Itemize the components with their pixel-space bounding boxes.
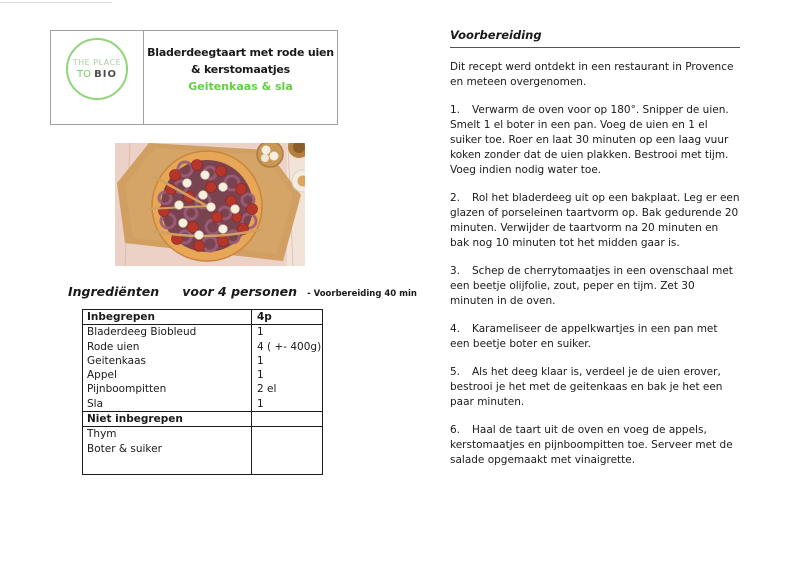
ingredient-qty: 2 el (257, 383, 277, 396)
preparation-heading: Voorbereiding (450, 28, 740, 48)
step-text: Karameliseer de appelkwartjes in een pan met een beetje boter en suiker. (450, 323, 718, 350)
step-number: 4. (450, 323, 461, 335)
prep-step-2 (450, 191, 740, 251)
step-number: 5. (450, 366, 461, 378)
prep-step-1 (450, 103, 740, 178)
recipe-title-line1: Bladerdeegtaart met rode uien (147, 46, 334, 59)
ingredient-name: Geitenkaas (87, 354, 146, 367)
step-text: Rol het bladerdeeg uit op een bakplaat. Leg er een glazen of porseleinen taartvorm op. Bak gedurende 20 minuten. Verwijder de taartvorm na 20 minuten en bak nog 10 minuten tot het midden gaar is. (450, 192, 740, 249)
ingredients-table (82, 309, 323, 475)
recipe-header-box (50, 30, 338, 125)
step-number: 3. (450, 265, 461, 277)
prep-step-3 (450, 264, 740, 309)
servings-label: voor 4 personen (182, 284, 297, 299)
excluded-header-label: Niet inbegrepen (87, 413, 183, 426)
preparation-column (450, 28, 740, 468)
ingredient-qty: 1 (257, 354, 264, 367)
included-header-qty: 4p (257, 311, 272, 323)
excluded-header-qty (257, 412, 322, 426)
logo-text-to: TO (76, 69, 91, 80)
ingredient-qty: 1 (257, 369, 264, 382)
recipe-photo (115, 143, 305, 266)
title-cell (144, 31, 337, 124)
included-rows (83, 325, 322, 411)
step-text: Als het deeg klaar is, verdeel je de uien erover, bestrooi je het met de geitenkaas en bak je het een paar minuten. (450, 366, 723, 408)
logo-cell (51, 31, 144, 124)
ingredient-name: Rode uien (87, 340, 140, 353)
ingredient-name: Pijnboompitten (87, 383, 167, 396)
step-number: 6. (450, 424, 461, 436)
step-text: Verwarm de oven voor op 180°. Snipper de uien. Smelt 1 el boter in een pan. Voeg de uien en 1 el suiker toe. Roer en laat 30 minuten op een laag vuur koken zonder dat de uien plakken. Bestrooi met tijm. Voeg indien nodig water toe. (450, 104, 729, 176)
prep-step-5 (450, 365, 740, 410)
ingredient-name: Thym (87, 428, 117, 441)
step-text: Haal de taart uit de oven en voeg de appels, kerstomaatjes en pijnboompitten toe. Serveer met de salade opgemaakt met vinaigrette. (450, 424, 733, 466)
ingredient-qty: 1 (257, 326, 264, 339)
scan-artifact-line (0, 2, 112, 3)
recipe-subtitle: Geitenkaas & sla (188, 80, 293, 93)
included-header-label: Inbegrepen (87, 311, 155, 323)
ingredients-caption (68, 281, 417, 300)
included-header-row (83, 310, 322, 325)
ingredient-name: Bladerdeeg Biobleud (87, 326, 197, 339)
ingredient-qty: 4 ( +- 400g) (257, 340, 322, 353)
tart-photo-illustration (115, 143, 305, 266)
logo-text-bottom (77, 69, 117, 80)
prep-time-label: - Voorbereiding 40 min (307, 289, 417, 299)
step-number: 2. (450, 192, 461, 204)
prep-step-6 (450, 423, 740, 468)
the-place-to-bio-logo (66, 38, 128, 100)
excluded-rows (83, 427, 322, 474)
ingredient-qty: 1 (257, 397, 264, 410)
ingredients-heading: Ingrediënten (68, 284, 160, 299)
step-number: 1. (450, 104, 461, 116)
logo-text-top: THE PLACE (72, 58, 122, 67)
recipe-title-line2: & kerstomaatjes (190, 63, 291, 76)
step-text: Schep de cherrytomaatjes in een ovenschaal met een beetje olijfolie, zout, peper en tijm. Zet 30 minuten in de oven. (450, 265, 733, 307)
prep-step-4 (450, 322, 740, 352)
ingredient-name: Sla (87, 397, 104, 410)
ingredient-name: Appel (87, 369, 117, 382)
logo-text-bio: BIO (94, 69, 117, 80)
ingredient-name: Boter & suiker (87, 442, 162, 455)
excluded-header-row (83, 411, 322, 427)
preparation-intro: Dit recept werd ontdekt in een restaurant in Provence en meteen overgenomen. (450, 61, 734, 88)
